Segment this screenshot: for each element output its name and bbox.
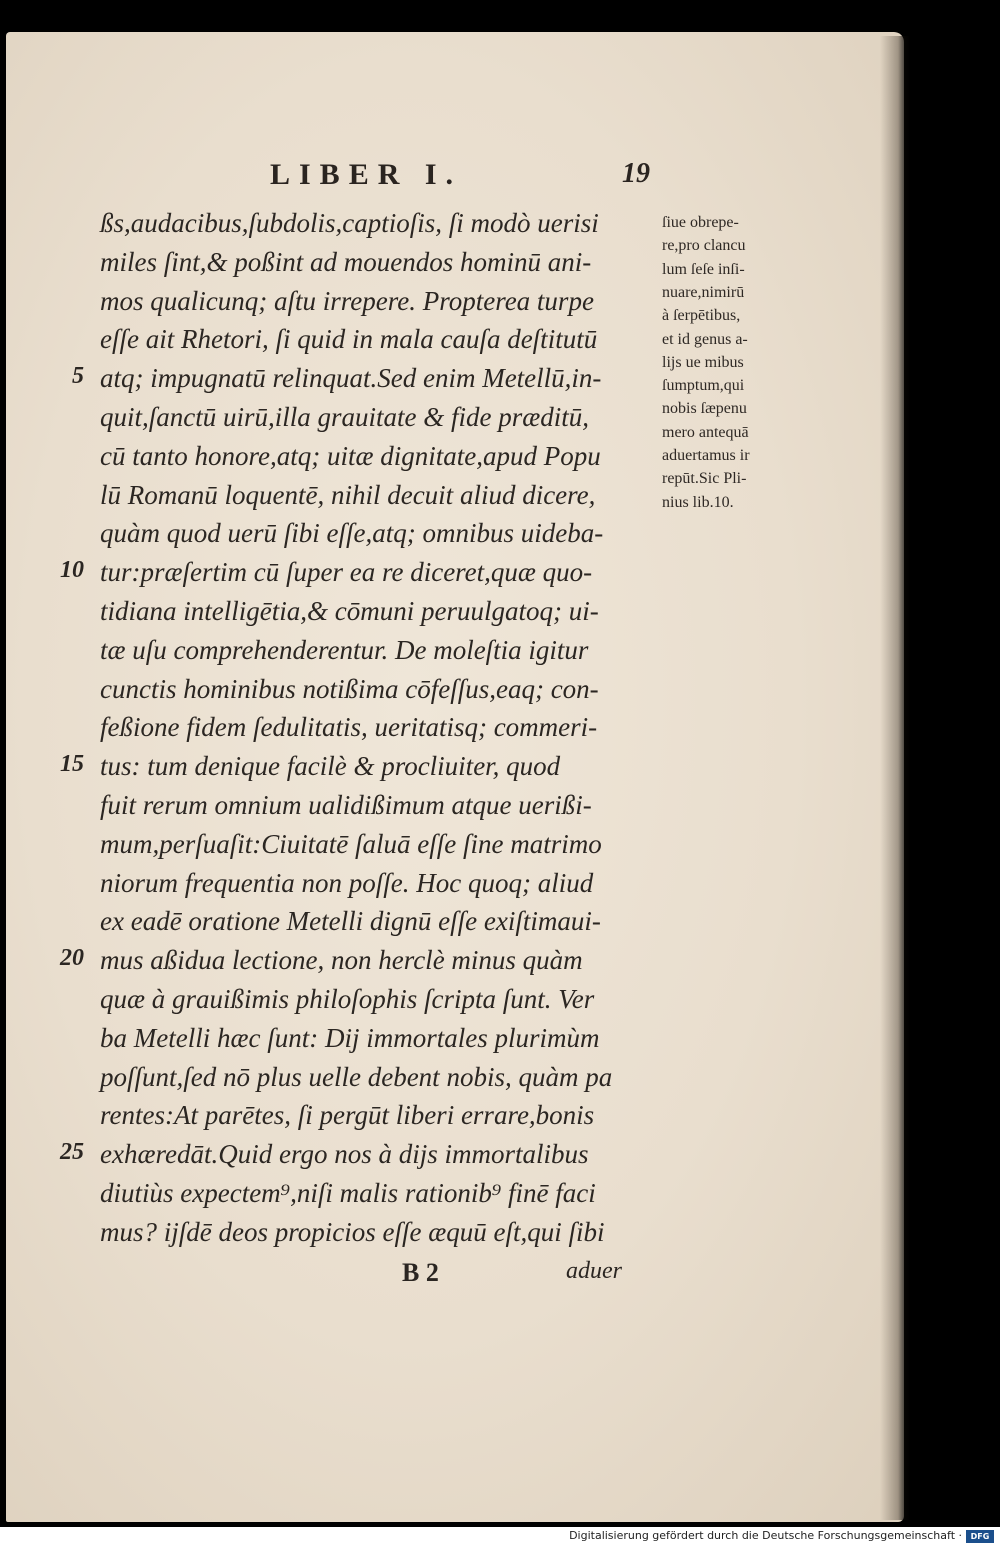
text-line: ex eadē oratione Metelli dignū eſſe exiſtimaui-: [100, 906, 601, 937]
text-line: cunctis hominibus notißima cōfeſſus,eaq; con-: [100, 673, 599, 704]
line-number: 15: [60, 751, 84, 778]
running-head: [270, 158, 650, 194]
text-line: niorum frequentia non poſſe. Hoc quoq; aliud: [100, 867, 594, 898]
marginal-note-line: et id genus a-: [662, 330, 748, 348]
marginal-note-line: repūt.Sic Pli-: [662, 470, 747, 488]
text-line: ba Metelli hæc ſunt: Dij immortales plurimùm: [100, 1022, 600, 1053]
marginal-note-line: lum ſeſe inſi-: [662, 260, 745, 278]
text-line: ßs,audacibus,ſubdolis,captioſis, ſi modò uerisi: [100, 208, 599, 238]
text-line: tus: tum denique facilè & procliuiter, quod: [100, 751, 561, 782]
line-number: 5: [72, 363, 84, 390]
marginal-note-line: nobis ſæpenu: [662, 400, 747, 418]
text-line: cū tanto honore,atq; uitæ dignitate,apud Popu: [100, 440, 601, 471]
marginal-note-line: ſumptum,qui: [662, 377, 745, 395]
text-line: diutiùs expectem⁹,niſi malis rationib⁹ finē faci: [100, 1178, 596, 1208]
line-number: 20: [60, 945, 84, 972]
line-number: 10: [60, 557, 84, 584]
marginal-note-line: nius lib.10.: [662, 493, 734, 511]
text-line: poſſunt,ſed nō plus uelle debent nobis, quàm pa: [100, 1061, 613, 1092]
text-line: mum,perſuaſit:Ciuitatē ſaluā eſſe ſine matrimo: [100, 828, 602, 859]
text-line: mus? ijſdē deos propicios eſſe æquū eſt,qui ſibi: [100, 1216, 605, 1247]
marginal-note-line: ſiue obrepe-: [662, 214, 739, 231]
catchword: aduer: [566, 1258, 622, 1284]
text-line: quæ à grauißimis philoſophis ſcripta ſunt. Ver: [100, 984, 595, 1014]
text-line: exhæredāt.Quid ergo nos à dijs immortalibus: [100, 1139, 589, 1170]
text-line: eſſe ait Rhetori, ſi quid in mala cauſa deſtitutū: [100, 324, 598, 355]
text-line: tur:præſertim cū ſuper ea re diceret,quæ quo-: [100, 557, 593, 588]
line-number: 25: [60, 1139, 84, 1166]
marginal-note-line: mero antequā: [662, 423, 749, 441]
text-line: tidiana intelligētia,& cōmuni peruulgatoq; ui-: [100, 596, 599, 626]
marginal-note-line: lijs ue mibus: [662, 353, 744, 371]
text-line: atq; impugnatū relinquat.Sed enim Metellū,in-: [100, 363, 602, 394]
text-line: mos qualicunq; aſtu irrepere. Propterea turpe: [100, 285, 594, 316]
text-line: lū Romanū loquentē, nihil decuit aliud dicere,: [100, 479, 596, 510]
page-number: 19: [622, 158, 650, 189]
marginal-note-line: à ſerpētibus,: [662, 307, 741, 325]
running-head-title: LIBER I.: [270, 158, 463, 191]
text-line: mus aßidua lectione, non herclè minus quàm: [100, 945, 583, 976]
text-line: rentes:At parētes, ſi pergūt liberi errare,bonis: [100, 1100, 595, 1131]
text-line: fuit rerum omnium ualidißimum atque uerißi-: [100, 790, 592, 820]
footer-bar: [0, 1527, 1000, 1547]
page-edge-shadow: [880, 36, 910, 1520]
text-line: feßione fidem ſedulitatis, ueritatisq; commeri-: [100, 712, 598, 743]
signature-mark: B 2: [402, 1258, 439, 1287]
footer-credit: Digitalisierung gefördert durch die Deutsche Forschungsgemeinschaft ·: [569, 1529, 962, 1542]
dfg-logo: DFG: [966, 1530, 994, 1543]
marginal-note-line: aduertamus ir: [662, 447, 750, 464]
text-line: miles ſint,& poßint ad mouendos hominū ani-: [100, 246, 592, 277]
text-line: quit,ſanctū uirū,illa grauitate & fide præditū,: [100, 402, 590, 432]
marginal-note-line: re,pro clancu: [662, 237, 746, 255]
text-line: quàm quod uerū ſibi eſſe,atq; omnibus uideba-: [100, 518, 604, 549]
marginal-note-line: nuare,nimirū: [662, 283, 745, 301]
text-line: tæ uſu comprehenderentur. De moleſtia igitur: [100, 634, 589, 665]
